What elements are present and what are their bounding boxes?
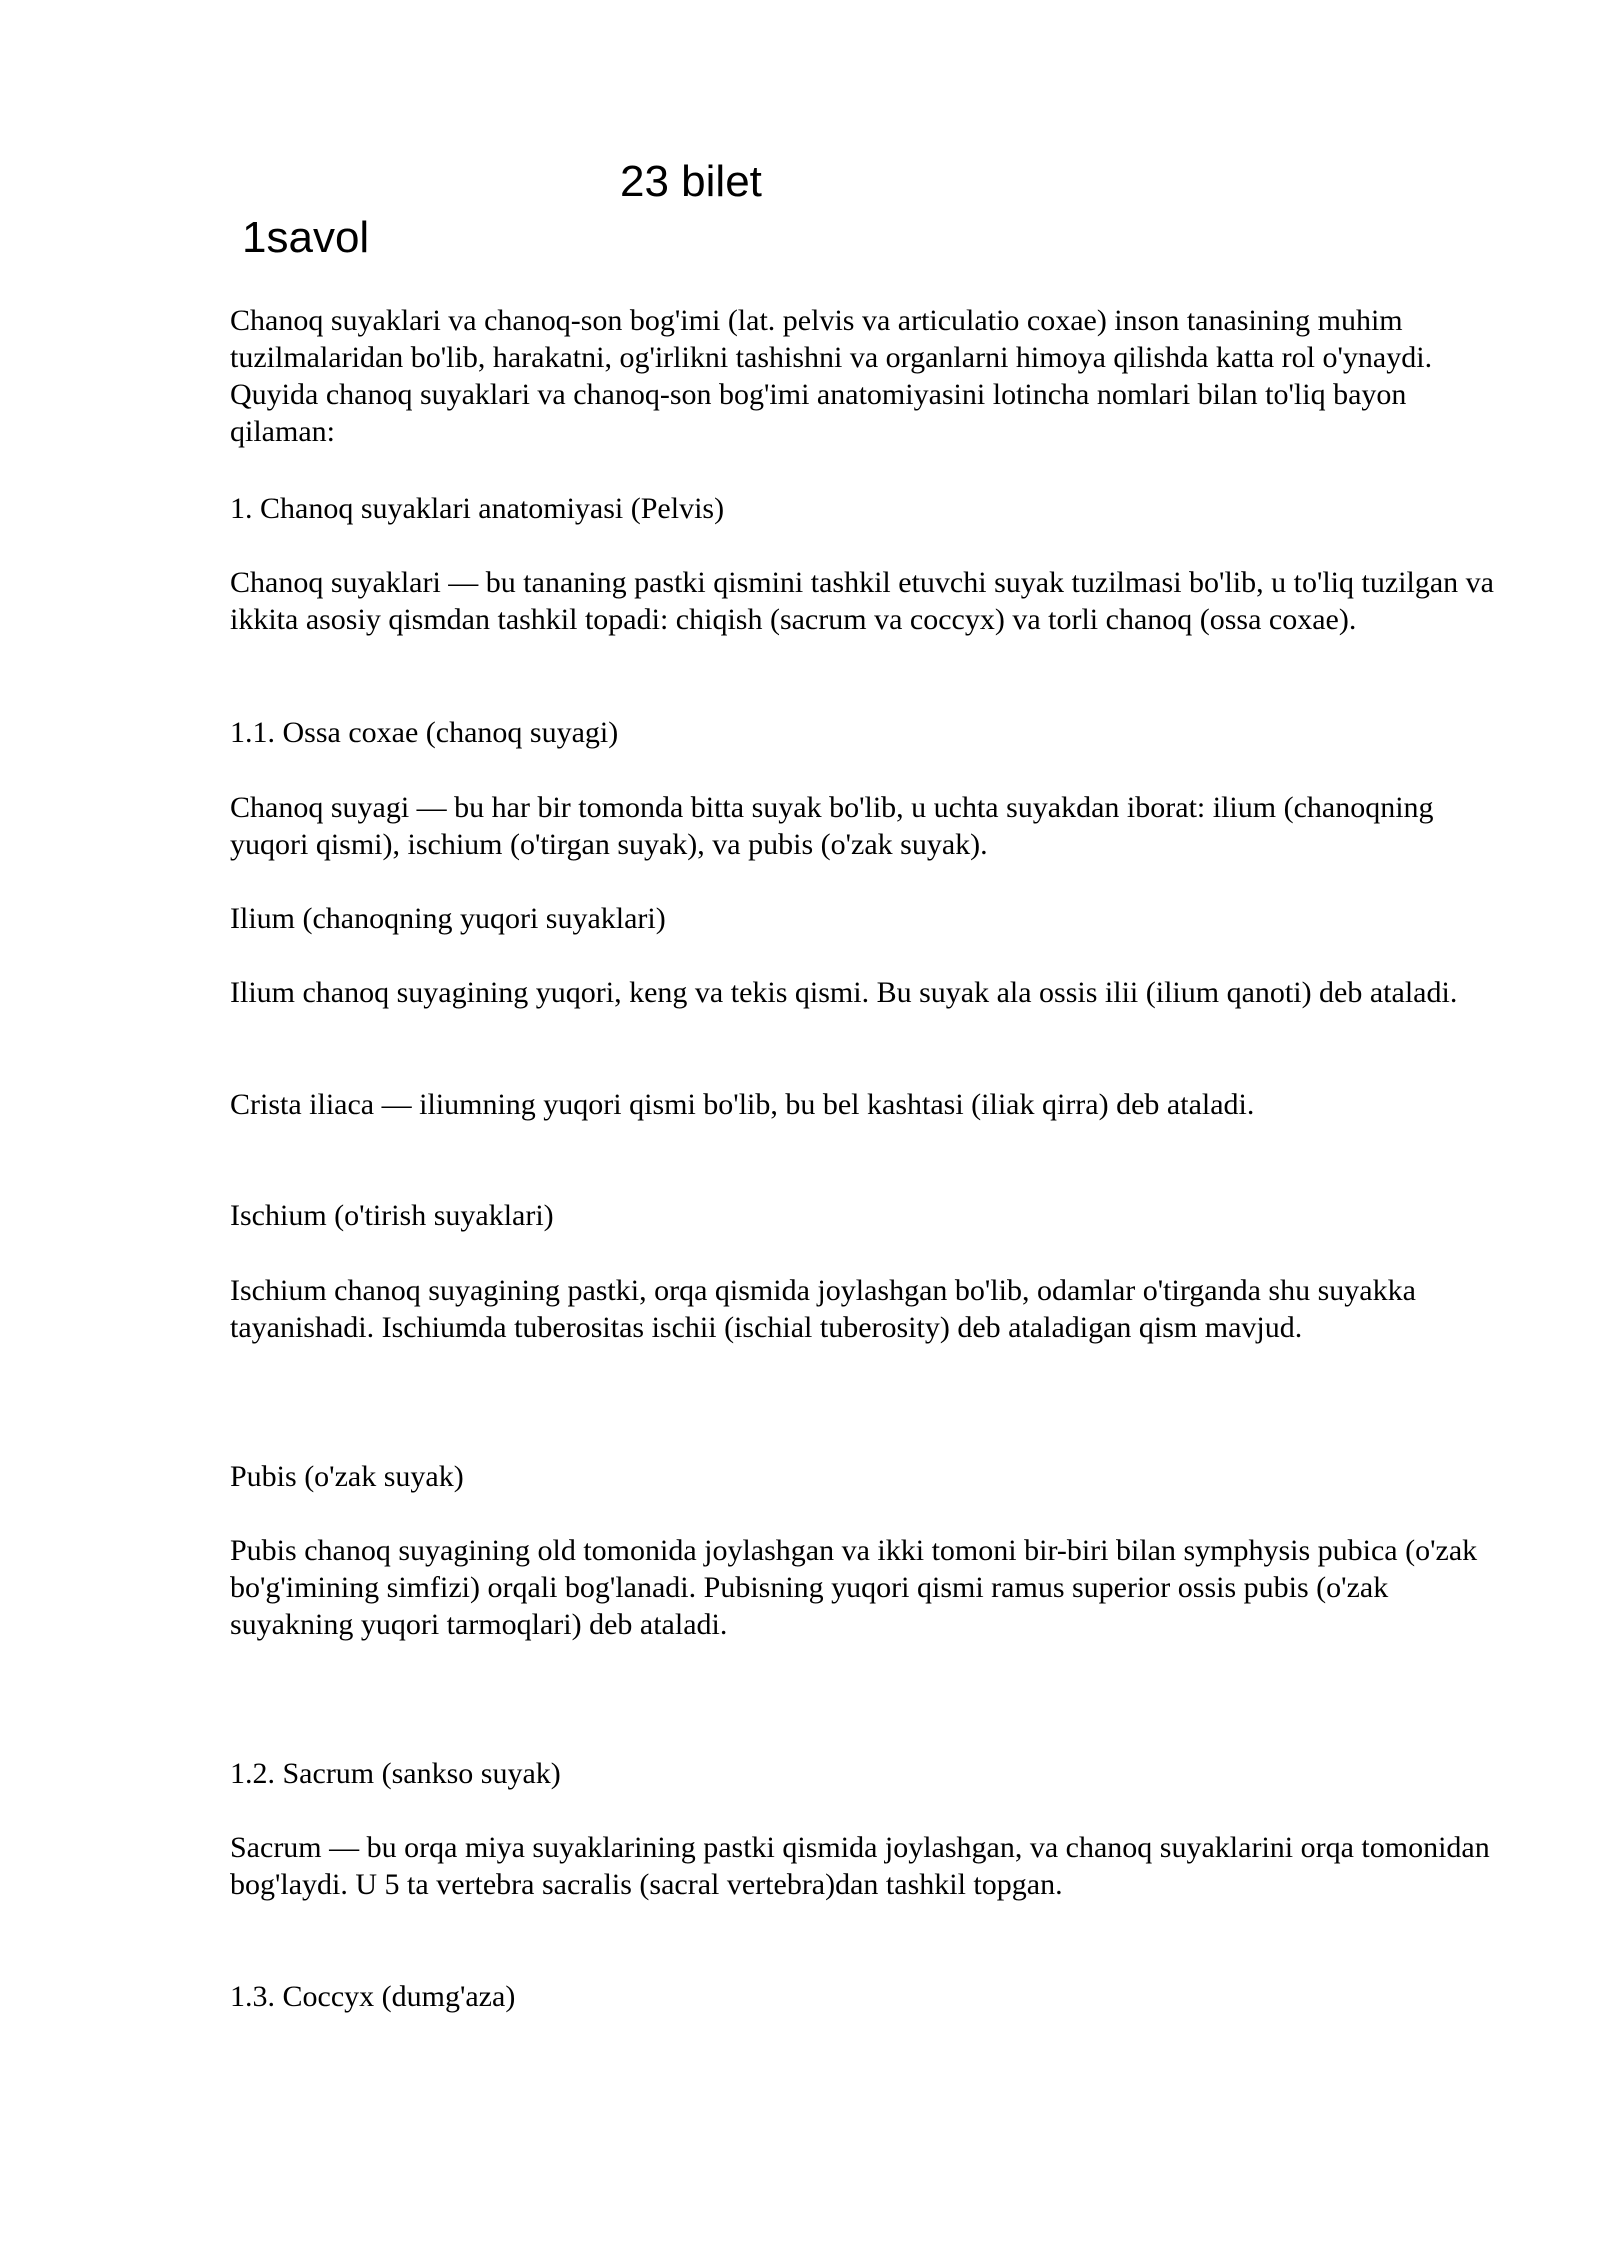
ossa-coxae-paragraph: Chanoq suyagi — bu har bir tomonda bitta suyak bo'lib, u uchta suyakdan iborat: ilium (chanoqning yuqori qismi), ischium (o'tirgan suyak), va pubis (o'zak suyak). (230, 791, 1434, 861)
section-heading-coccyx: 1.3. Coccyx (dumg'aza) (230, 1980, 516, 2013)
question-label: 1savol (242, 213, 370, 262)
intro-paragraph: Chanoq suyaklari va chanoq-son bog'imi (lat. pelvis va articulatio coxae) inson tanasining muhim tuzilmalaridan bo'lib, harakatni, og'irlikni tashishni va organlarni himoya qilishda katta rol o'ynaydi. Quyida chanoq suyaklari va chanoq-son bog'imi anatomiyasini lotincha nomlari bilan to'liq bayon qilaman: (230, 304, 1433, 448)
section-heading-sacrum: 1.2. Sacrum (sankso suyak) (230, 1757, 561, 1790)
ilium-paragraph: Ilium chanoq suyagining yuqori, keng va tekis qismi. Bu suyak ala ossis ilii (ilium qanoti) deb ataladi. (230, 976, 1458, 1009)
subheading-ilium: Ilium (chanoqning yuqori suyaklari) (230, 902, 666, 935)
subheading-ischium: Ischium (o'tirish suyaklari) (230, 1199, 554, 1232)
sacrum-paragraph: Sacrum — bu orqa miya suyaklarining pastki qismida joylashgan, va chanoq suyaklarini orqa tomonidan bog'laydi. U 5 ta vertebra sacralis (sacral vertebra)dan tashkil topgan. (230, 1831, 1490, 1901)
ischium-paragraph: Ischium chanoq suyagining pastki, orqa qismida joylashgan bo'lib, odamlar o'tirganda shu suyakka tayanishadi. Ischiumda tuberositas ischii (ischial tuberosity) deb ataladigan qism mavjud. (230, 1274, 1416, 1344)
crista-iliaca-paragraph: Crista iliaca — iliumning yuqori qismi bo'lib, bu bel kashtasi (iliak qirra) deb ataladi. (230, 1088, 1255, 1121)
section-heading-pelvis: 1. Chanoq suyaklari anatomiyasi (Pelvis) (230, 492, 725, 525)
section-heading-ossa-coxae: 1.1. Ossa coxae (chanoq suyagi) (230, 716, 619, 749)
ticket-title: 23 bilet (620, 157, 762, 206)
subheading-pubis: Pubis (o'zak suyak) (230, 1460, 464, 1493)
pelvis-paragraph: Chanoq suyaklari — bu tananing pastki qismini tashkil etuvchi suyak tuzilmasi bo'lib, u to'liq tuzilgan va ikkita asosiy qismdan tashkil topadi: chiqish (sacrum va coccyx) va torli chanoq (ossa coxae). (230, 566, 1494, 636)
pubis-paragraph: Pubis chanoq suyagining old tomonida joylashgan va ikki tomoni bir-biri bilan symphysis pubica (o'zak bo'g'imining simfizi) orqali bog'lanadi. Pubisning yuqori qismi ramus superior ossis pubis (o'zak suyakning yuqori tarmoqlari) deb ataladi. (230, 1534, 1478, 1641)
